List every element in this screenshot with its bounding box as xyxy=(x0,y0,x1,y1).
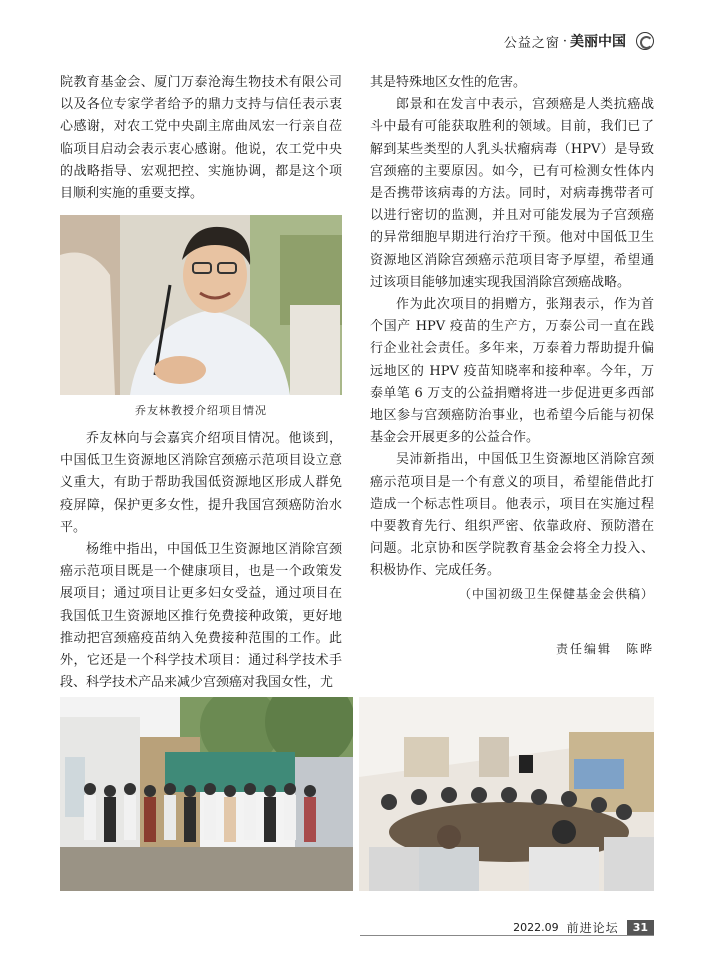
page-header xyxy=(504,28,654,54)
magazine-logo-icon xyxy=(636,32,654,50)
article-column-right xyxy=(370,72,654,605)
photo-caption: 乔友林教授介绍项目情况 xyxy=(135,404,267,417)
paragraph: 郎景和在发言中表示，宫颈癌是人类抗癌战斗中最有可能获取胜利的领域。目前，我们已了解到某些类型的人乳头状瘤病毒（HPV）是导致宫颈癌的主要原因。如今，已有可检测女性体内是否携带该病毒的方法。同时，对病毒携带者可以进行密切的监测，并且对可能发展为子宫颈癌的异常细胞早期进行治疗干预。他对中国低卫生资源地区消除宫颈癌示范项目寄予厚望，希望通过该项目能够加速实现我国消除宫颈癌战略。 xyxy=(370,97,654,290)
paragraph: 乔友林向与会嘉宾介绍项目情况。他谈到，中国低卫生资源地区消除宫颈癌示范项目设立意义重大，有助于帮助我国低资源地区形成人群免疫屏障，保护更多女性，提升我国宫颈癌防治水平。 xyxy=(60,431,342,535)
header-separator: · xyxy=(562,33,567,49)
photo-group xyxy=(60,697,353,891)
photo-meeting xyxy=(359,697,654,891)
source-credit: （中国初级卫生保健基金会供稿） xyxy=(458,586,654,601)
editor-credit: 责任编辑 陈晔 xyxy=(555,642,654,656)
footer-rule xyxy=(360,935,654,936)
photo-speaker xyxy=(60,215,342,395)
footer-date: 2022.09 xyxy=(513,920,559,934)
page-number: 31 xyxy=(627,920,654,935)
article-column-left-bottom xyxy=(60,428,342,694)
paragraph: 院教育基金会、厦门万泰沧海生物技术有限公司以及各位专家学者给予的鼎力支持与信任表示衷心感谢，对农工党中央副主席曲凤宏一行亲自莅临项目启动会表示衷心感谢。他说，农工党中央的战略指导、宏观把控、实施协调，都是这个项目顺利实施的重要支撑。 xyxy=(60,75,342,202)
paragraph: 作为此次项目的捐赠方，张翔表示，作为首个国产 HPV 疫苗的生产方，万泰公司一直在践行企业社会责任。多年来，万泰着力帮助提升偏远地区的 HPV 疫苗知晓率和接种率。今年，万泰单笔 6 万支的公益捐赠将进一步促进更多西部地区参与宫颈癌防治事业，也希望今后能与初保基金会开展更多的公益合作。 xyxy=(370,297,654,446)
footer-magazine-name: 前进论坛 xyxy=(566,920,619,935)
paragraph: 其是特殊地区女性的危害。 xyxy=(370,75,527,90)
paragraph: 杨维中指出，中国低卫生资源地区消除宫颈癌示范项目既是一个健康项目，也是一个政策发展项目；通过项目让更多妇女受益，通过项目在我国低卫生资源地区推行免费接种政策，更好地推动把宫颈癌疫苗纳入免费接种范围的工作。此外，它还是一个科学技术项目：通过科学技术手段、科学技术产品来减少宫颈癌对我国女性，尤 xyxy=(60,542,342,691)
page-footer xyxy=(360,918,654,936)
header-title: 美丽中国 xyxy=(570,34,626,50)
paragraph: 吴沛新指出，中国低卫生资源地区消除宫颈癌示范项目是一个有意义的项目，希望能借此打造成一个标志性项目。他表示，项目在实施过程中要教育先行、组织严密、依靠政府、预防潜在问题。北京协和医学院教育基金会将全力投入、积极协作、完成任务。 xyxy=(370,452,654,579)
header-section: 公益之窗 xyxy=(503,35,560,51)
article-column-left-top xyxy=(60,72,342,205)
